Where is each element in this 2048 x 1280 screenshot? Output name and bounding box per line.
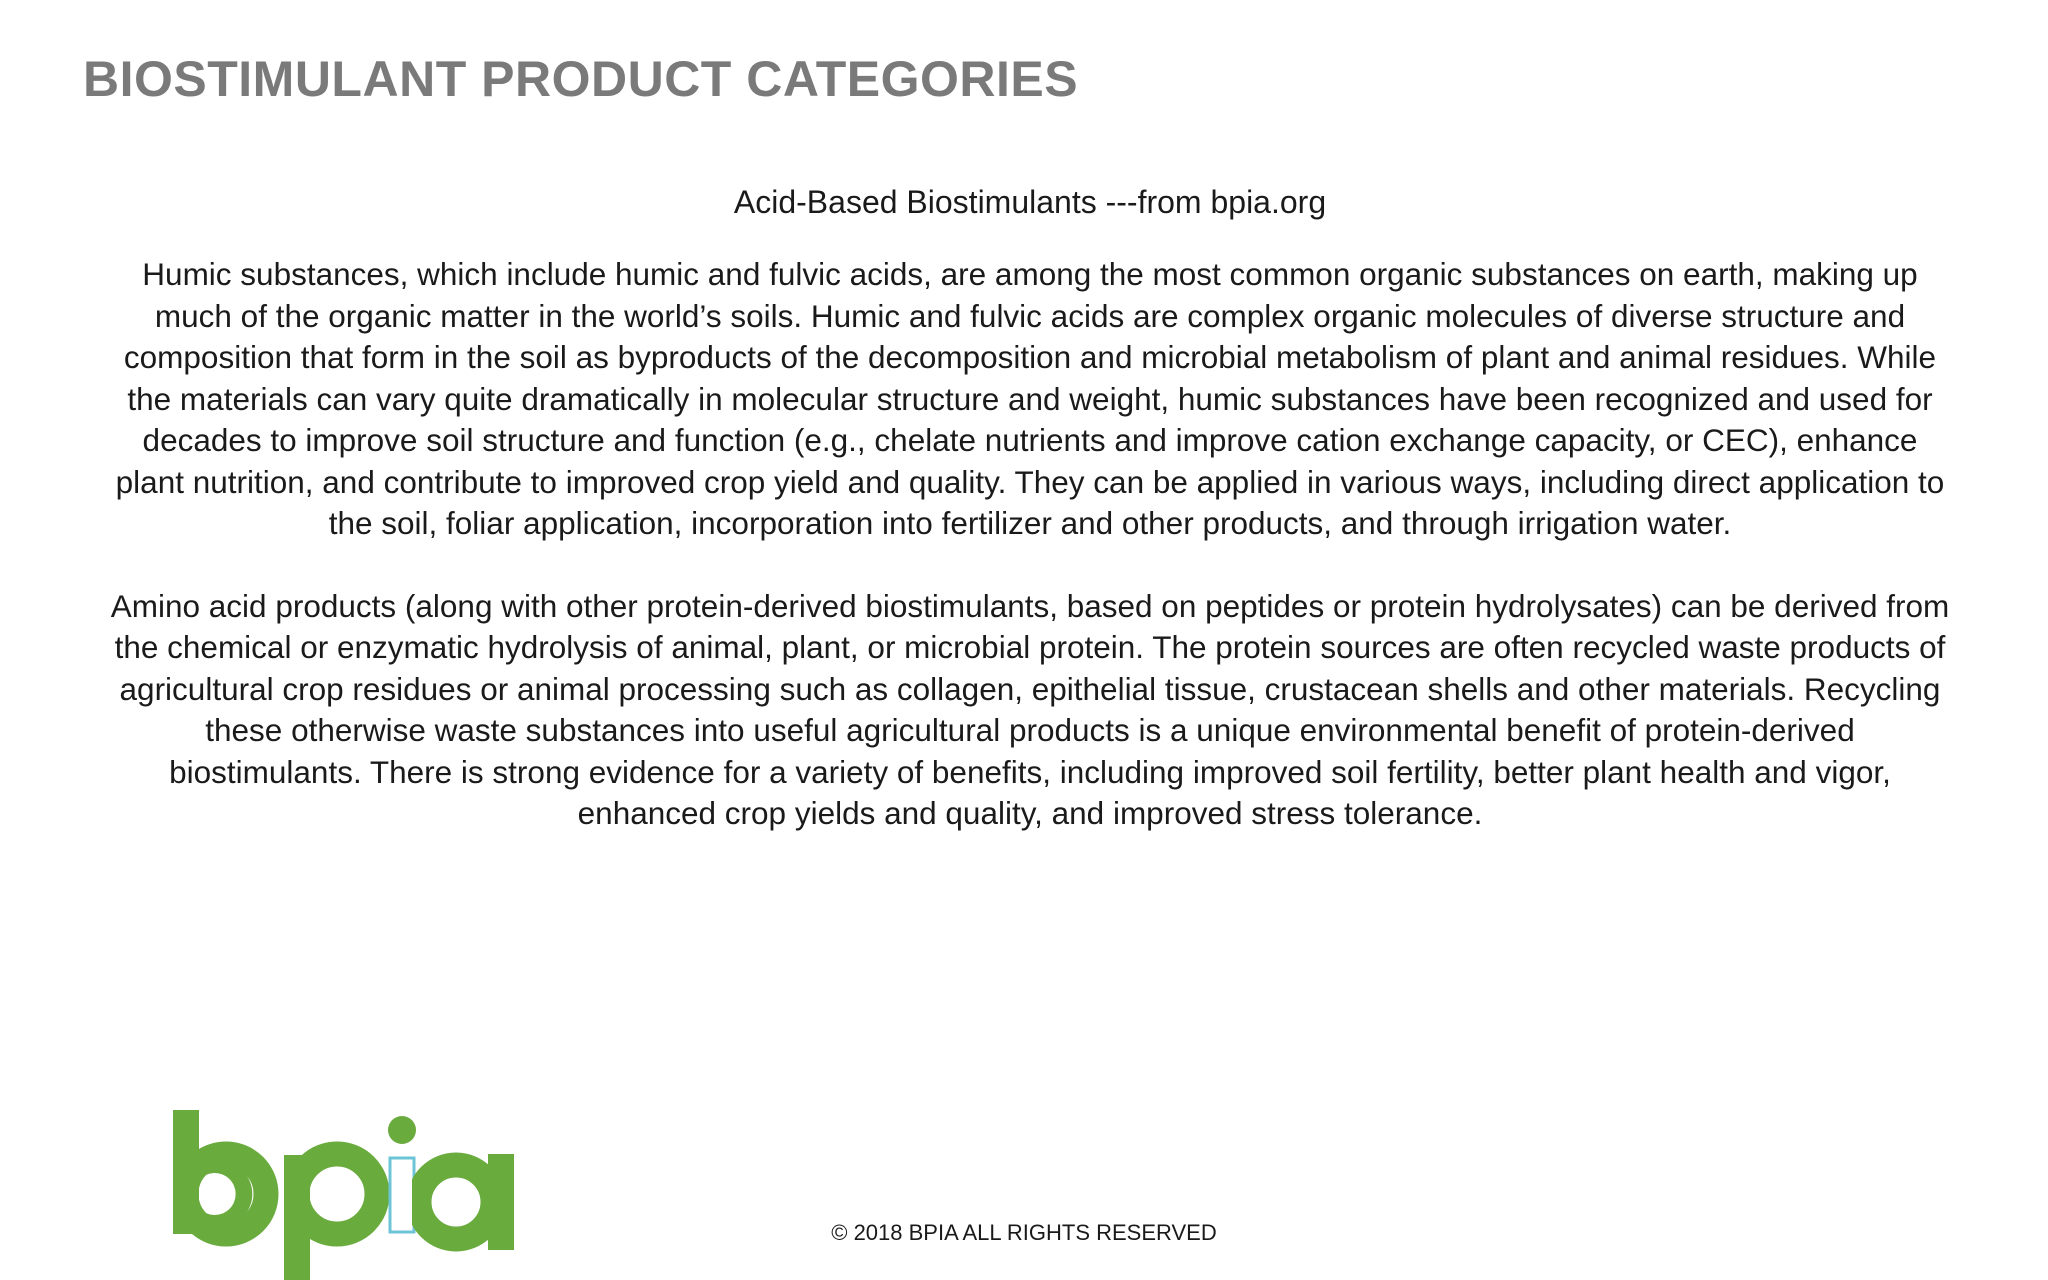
copyright-footer: © 2018 BPIA ALL RIGHTS RESERVED xyxy=(831,1220,1217,1245)
paragraph-humic-substances: Humic substances, which include humic and fulvic acids, are among the most common organic substances on earth, making up much of the organic matter in the world’s soils. Humic and fulvic acids are complex organic molecules of diverse structure and composition that form in the soil as byproducts of the decomposition and microbial metabolism of plant and animal residues. While the materials can vary quite dramatically in molecular structure and weight, humic substances have been recognized and used for decades to improve soil structure and function (e.g., chelate nutrients and improve cation exchange capacity, or CEC), enhance plant nutrition, and contribute to improved crop yield and quality. They can be applied in various ways, including direct application to the soil, foliar application, incorporation into fertilizer and other products, and through irrigation water. xyxy=(115,256,1945,541)
section-subtitle: Acid-Based Biostimulants ---from bpia.org xyxy=(733,184,1327,220)
slide-title: BIOSTIMULANT PRODUCT CATEGORIES xyxy=(83,51,1079,107)
slide-content xyxy=(110,178,1950,876)
paragraph-amino-acids: Amino acid products (along with other protein-derived biostimulants, based on peptides or protein hydrolysates) can be derived from the chemical or enzymatic hydrolysis of animal, plant, or microbial protein. The protein sources are often recycled waste products of agricultural crop residues or animal processing such as collagen, epithelial tissue, crustacean shells and other materials. Recycling these otherwise waste substances into useful agricultural products is a unique environmental benefit of protein-derived biostimulants. There is strong evidence for a variety of benefits, including improved soil fertility, better plant health and vigor, enhanced crop yields and quality, and improved stress tolerance. xyxy=(110,587,1950,831)
